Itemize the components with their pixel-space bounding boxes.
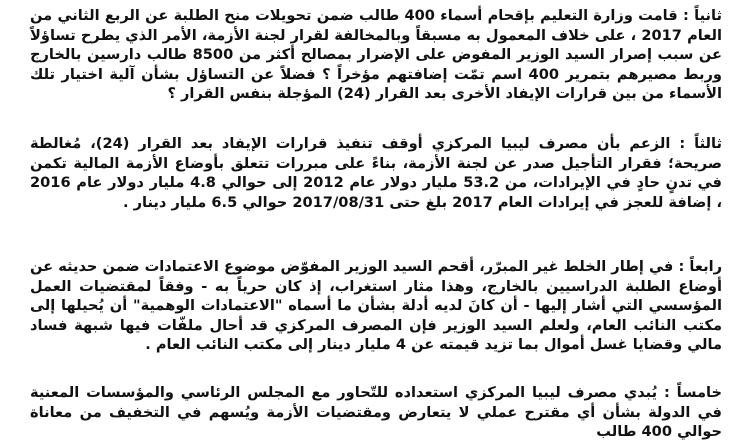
- paragraph-lead: خامساً :: [663, 384, 722, 401]
- paragraph-text: قامت وزارة التعليم بإقحام أسماء 400 طالب ضمن تحويلات منح الطلبة عن الربع الثاني من العام 2017 ، على خلاف المعمول به مسبقاً وبالمخالفة لقرار لجنة الأزمة، الأمر الذي يطرح تساؤلاً عن سبب إصرار السيد الوزير المفوض على الإضرار بمصالح أكثر من 8500 طالب دارسين بالخارج وربط مصيرهم بتمرير 400 اسم تمّت إضافتهم مؤخراً ؟ فضلاً عن التساؤل بشأن آلية اختيار تلك الأسماء من بين قرارات الإيفاد الأخرى بعد القرار (24) المؤجلة بنفس القرار ؟: [30, 7, 723, 103]
- paragraph-lead: ثانياً :: [682, 7, 722, 24]
- paragraph-lead: ثالثاً :: [679, 135, 722, 152]
- paragraph-fourth: [30, 257, 722, 355]
- paragraph-second: [30, 6, 722, 104]
- paragraph-text: في إطار الخلط غير المبرّر، أقحم السيد الوزير المفوّض موضوع الاعتمادات ضمن حديثه عن أوضاع الطلبة الدراسيين بالخارج، وهذا مثار استغراب، إذ كان حرياً به - وفقاً لمقتضيات العمل المؤسسي التي أشار إليها - أن كانَ لديه أدلة بشأن ما أسماه "الاعتمادات الوهمية" أن يُحيلها إلى مكتب النائب العام، ولعلم السيد الوزير فإن المصرف المركزي قد أحال ملفّات فيها شبهة فساد مالي وقضايا غسل أموال بما تزيد قيمته عن 4 مليار دينار إلى مكتب النائب العام .: [30, 258, 722, 354]
- paragraph-text: يُبدي مصرف ليبيا المركزي استعداده للتّحاور مع المجلس الرئاسي والمؤسسات المعنية في الدولة بشأن أي مقترح عملي لا يتعارض ومقتضيات الأزمة ويُسهم في التخفيف من معاناة حوالي 400 طالب: [30, 384, 722, 441]
- paragraph-lead: رابعاً :: [678, 258, 722, 275]
- paragraph-fifth: [30, 383, 722, 442]
- paragraph-third: [30, 134, 722, 212]
- paragraph-text: الزعم بأن مصرف ليبيا المركزي أوقف تنفيذ قرارات الإيفاد بعد القرار (24)، مُغالطة صريحة؛ فقرار التأجيل صدر عن لجنة الأزمة، بناءً على مبررات تتعلق بأوضاع الأزمة المالية تكمن في تدنٍ حادٍ في الإيرادات، من 53.2 مليار دولار عام 2012 إلى حوالي 4.8 مليار دولار عام 2016 ، إضافة للعجز في إيرادات العام 2017 بلغ حتى 2017/08/31 حوالي 6.5 مليار دينار .: [30, 135, 722, 211]
